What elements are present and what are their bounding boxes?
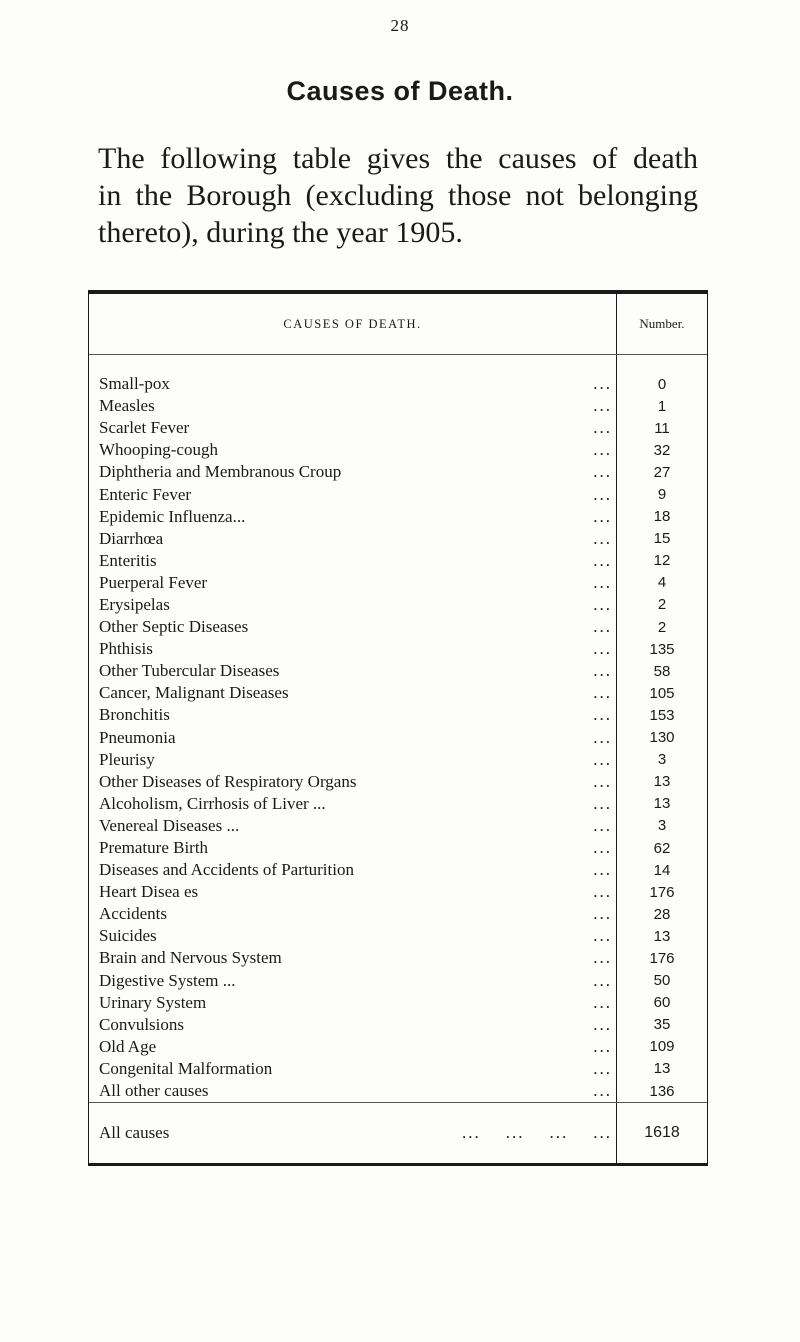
table-row [89,704,616,726]
leader-dots: ... [593,793,612,813]
cause-label: Premature Birth [99,838,209,858]
cause-number: 130 [649,729,675,747]
cause-label: Other Septic Diseases [99,617,249,637]
leader-dots: ... [593,815,612,835]
cause-label: Brain and Nervous System [99,948,282,968]
total-number: 1618 [616,1103,707,1163]
leader-dots: ... [593,594,612,614]
cause-column [89,355,616,1102]
cause-label: Cancer, Malignant Diseases [99,683,289,703]
cause-number: 13 [653,795,671,813]
leader-dots: ... [593,838,612,858]
cause-number: 18 [653,508,671,526]
cause-number: 27 [653,463,671,481]
intro-paragraph [98,140,698,251]
intro-line: in the Borough (excluding those not belonging [98,179,698,212]
table-row [89,1080,616,1102]
leader-dots: ... [593,727,612,747]
table-row [89,815,616,837]
table-row [89,881,616,903]
cause-label: Digestive System ... [99,970,236,990]
intro-line: thereto), during the year 1905. [98,216,463,249]
cause-number: 135 [649,640,675,658]
intro-line: The following table gives the causes of death [98,142,698,175]
table-row [89,528,616,550]
table-row [89,616,616,638]
leader-dots: ... [593,882,612,902]
cause-number: 12 [653,552,671,570]
leader-dots: ... ... ... ... [462,1123,612,1143]
cause-label: Small-pox [99,374,170,394]
cause-number: 105 [649,684,675,702]
leader-dots: ... [593,572,612,592]
cause-number: 153 [649,706,675,724]
table-row [89,1058,616,1080]
cause-label: Diarrhœa [99,528,164,548]
table-row [89,395,616,417]
leader-dots: ... [593,550,612,570]
table-row [89,417,616,439]
cause-number: 58 [653,662,671,680]
leader-dots: ... [593,970,612,990]
table-row [89,483,616,505]
leader-dots: ... [593,683,612,703]
leader-dots: ... [593,374,612,394]
cause-label: Bronchitis [99,705,170,725]
leader-dots: ... [593,771,612,791]
cause-number: 35 [653,1016,671,1034]
page-title: Causes of Death. [286,76,514,106]
cause-label: Measles [99,396,155,416]
table-row [89,749,616,771]
table-row [89,859,616,881]
cause-label: Puerperal Fever [99,572,208,592]
leader-dots: ... [593,418,612,438]
table-row [89,925,616,947]
table-row [89,682,616,704]
cause-label: Pneumonia [99,727,176,747]
total-cause [89,1103,616,1163]
table-row [89,638,616,660]
table-body [89,355,707,1102]
table-total-row [89,1102,707,1163]
table-row [89,1014,616,1036]
total-label: All causes [99,1123,170,1143]
cause-number: 176 [649,949,675,967]
cause-label: Alcoholism, Cirrhosis of Liver ... [99,793,326,813]
cause-number: 50 [653,972,671,990]
cause-label: Enteritis [99,550,157,570]
table-row [89,903,616,925]
leader-dots: ... [593,948,612,968]
table-row [89,373,616,395]
cause-label: Erysipelas [99,594,170,614]
table-row [89,506,616,528]
cause-number: 136 [649,1082,675,1100]
table-row [89,970,616,992]
leader-dots: ... [593,396,612,416]
leader-dots: ... [593,528,612,548]
table-row [89,837,616,859]
table-row [89,992,616,1014]
leader-dots: ... [593,639,612,659]
leader-dots: ... [593,661,612,681]
cause-label: Suicides [99,926,157,946]
cause-number: 13 [653,1060,671,1078]
cause-number: 11 [654,419,670,437]
table-row [89,439,616,461]
leader-dots: ... [593,462,612,482]
table-row [89,947,616,969]
page-number: 28 [390,16,410,35]
leader-dots: ... [593,926,612,946]
cause-label: Old Age [99,1036,157,1056]
leader-dots: ... [593,904,612,924]
cause-number: 1 [657,397,667,415]
leader-dots: ... [593,749,612,769]
leader-dots: ... [593,484,612,504]
cause-number: 62 [653,839,671,857]
cause-label: Diseases and Accidents of Parturition [99,860,354,880]
number-column [616,355,707,1102]
leader-dots: ... [593,1014,612,1034]
cause-number: 3 [657,751,667,769]
cause-number: 13 [653,927,671,945]
cause-label: Other Tubercular Diseases [99,661,280,681]
cause-number: 2 [657,618,667,636]
cause-number: 0 [657,375,667,393]
table-row [89,1036,616,1058]
column-header-cause: CAUSES OF DEATH. [283,316,422,331]
cause-number: 28 [653,905,671,923]
cause-label: Heart Disea es [99,882,199,902]
cause-label: Accidents [99,904,167,924]
cause-number: 15 [653,530,671,548]
cause-number: 9 [657,486,667,504]
leader-dots: ... [593,1058,612,1078]
leader-dots: ... [593,440,612,460]
cause-number: 32 [653,441,671,459]
cause-number: 2 [657,596,667,614]
cause-number: 14 [653,861,671,879]
cause-label: Diphtheria and Membranous Croup [99,462,342,482]
cause-number: 176 [649,883,675,901]
leader-dots: ... [593,1036,612,1056]
cause-number: 109 [649,1038,675,1056]
cause-number: 4 [657,574,667,592]
table-row [89,727,616,749]
leader-dots: ... [593,992,612,1012]
cause-label: Congenital Malformation [99,1058,273,1078]
cause-label: Pleurisy [99,749,155,769]
leader-dots: ... [593,705,612,725]
table-row [89,660,616,682]
cause-label: Venereal Diseases ... [99,815,240,835]
table-row [89,461,616,483]
cause-label: Other Diseases of Respiratory Organs [99,771,357,791]
leader-dots: ... [593,1081,612,1101]
cause-label: Epidemic Influenza... [99,506,246,526]
cause-label: Enteric Fever [99,484,192,504]
cause-label: Convulsions [99,1014,185,1034]
table-row [89,572,616,594]
leader-dots: ... [593,617,612,637]
cause-number: 3 [657,817,667,835]
cause-label: Whooping-cough [99,440,218,460]
table-row [89,771,616,793]
cause-label: Phthisis [99,639,153,659]
causes-table [88,290,708,1166]
cause-label: All other causes [99,1081,209,1101]
cause-number: 60 [653,994,671,1012]
cause-number: 13 [653,773,671,791]
table-row [89,793,616,815]
cause-label: Scarlet Fever [99,418,190,438]
table-row [89,550,616,572]
leader-dots: ... [593,506,612,526]
leader-dots: ... [593,860,612,880]
table-row [89,594,616,616]
table-header [89,294,707,355]
column-header-number: Number. [616,294,707,354]
cause-label: Urinary System [99,992,207,1012]
